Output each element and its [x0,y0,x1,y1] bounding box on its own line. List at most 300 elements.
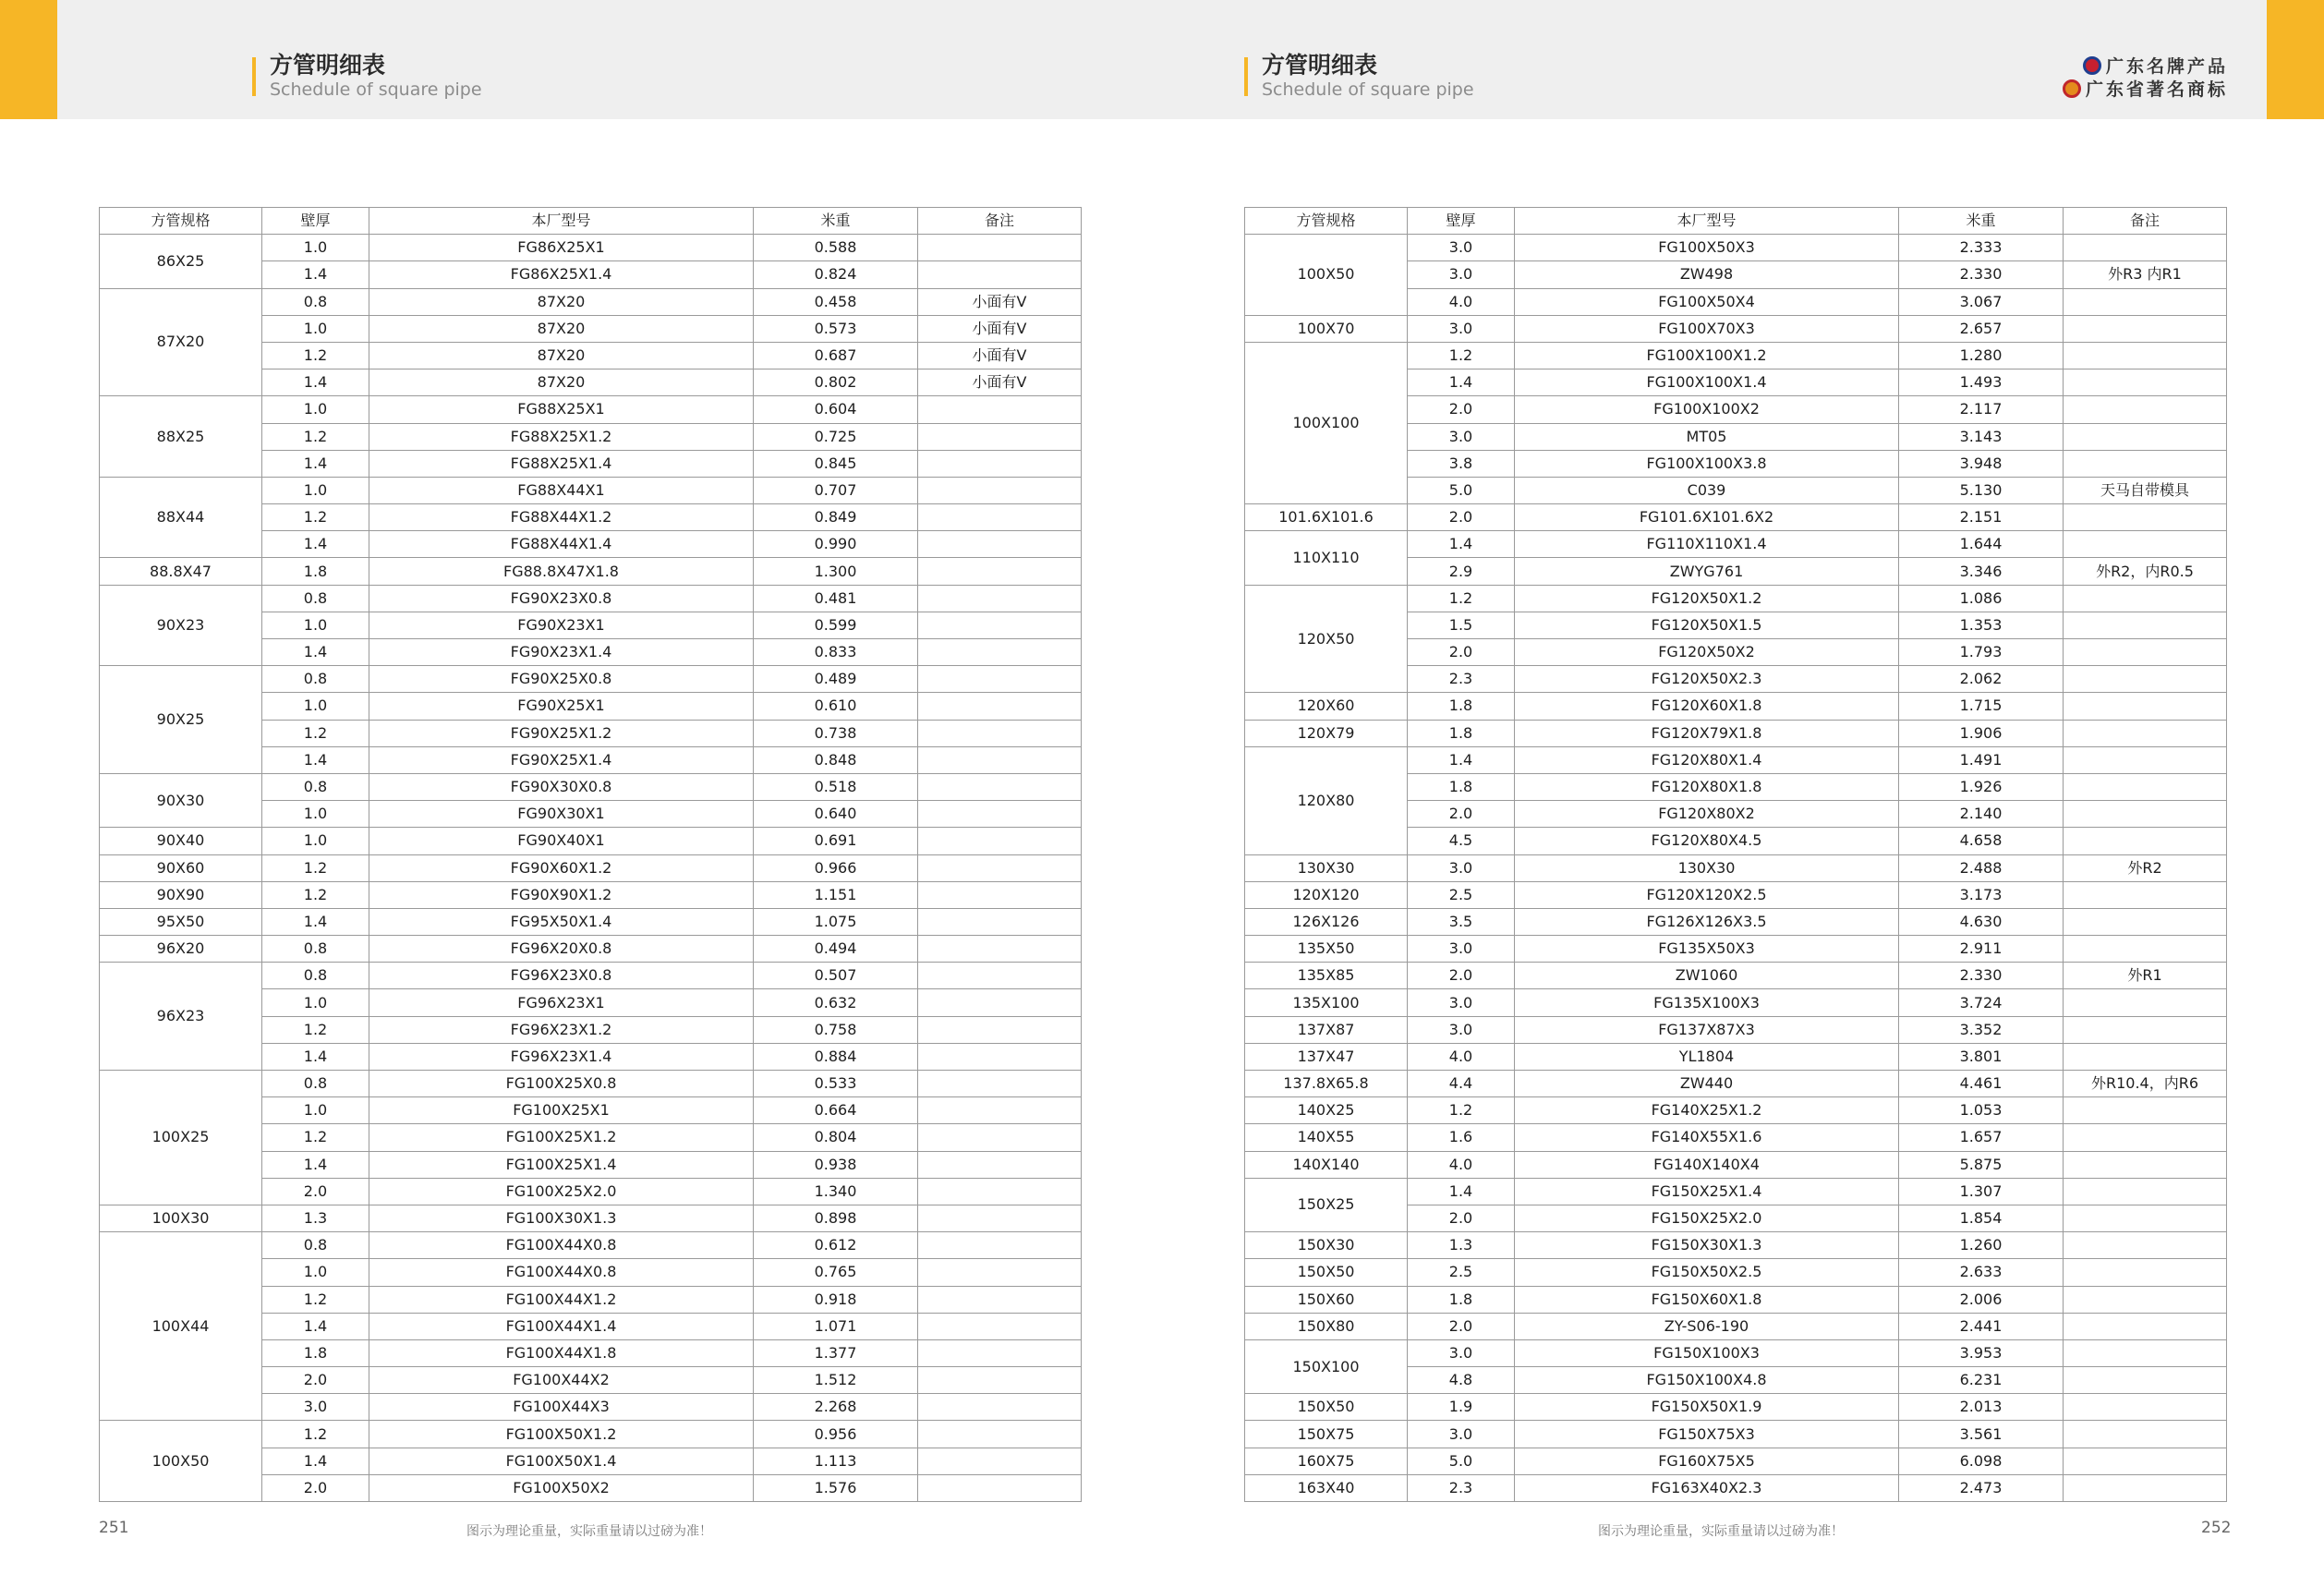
table-row [1245,881,2227,908]
thickness-cell: 3.0 [1408,423,1515,450]
spec-cell: 90X23 [100,585,262,666]
remark-cell [918,1071,1082,1097]
remark-cell [918,773,1082,800]
weight-cell: 0.573 [754,315,918,342]
thickness-cell: 1.4 [262,639,369,666]
thickness-cell: 1.0 [262,801,369,828]
spec-cell: 90X30 [100,773,262,827]
thickness-cell: 2.0 [262,1178,369,1205]
remark-cell: 外R1 [2064,963,2227,989]
remark-cell [918,1124,1082,1151]
model-cell: 87X20 [369,288,754,315]
spec-cell: 163X40 [1245,1474,1408,1501]
weight-cell: 0.833 [754,639,918,666]
thickness-cell: 4.8 [1408,1367,1515,1394]
weight-cell: 0.707 [754,477,918,503]
model-cell: YL1804 [1515,1043,1899,1070]
spec-cell: 88.8X47 [100,558,262,585]
model-cell: FG90X60X1.2 [369,854,754,881]
weight-cell: 4.630 [1899,908,2064,935]
model-cell: FG150X50X2.5 [1515,1259,1899,1286]
remark-cell [2064,288,2227,315]
remark-cell [918,261,1082,288]
remark-cell [918,235,1082,261]
right-accent-tab [2267,0,2324,119]
weight-cell: 3.173 [1899,881,2064,908]
model-cell: FG90X23X0.8 [369,585,754,612]
remark-cell [2064,881,2227,908]
remark-cell [918,1339,1082,1366]
remark-cell [918,1367,1082,1394]
weight-cell: 1.307 [1899,1178,2064,1205]
thickness-cell: 2.5 [1408,1259,1515,1286]
model-cell: FG163X40X2.3 [1515,1474,1899,1501]
table-row [1245,1286,2227,1313]
weight-cell: 2.013 [1899,1394,2064,1421]
weight-cell: 2.151 [1899,504,2064,531]
remark-cell [2064,612,2227,638]
remark-cell [918,801,1082,828]
model-cell: FG100X44X2 [369,1367,754,1394]
thickness-cell: 1.0 [262,315,369,342]
table-row [100,666,1082,693]
thickness-cell: 2.3 [1408,666,1515,693]
model-cell: FG100X25X1.2 [369,1124,754,1151]
thickness-cell: 1.2 [262,881,369,908]
weight-cell: 6.231 [1899,1367,2064,1394]
right-spec-table [1244,207,2227,1502]
spec-cell: 100X50 [100,1421,262,1502]
weight-cell: 2.633 [1899,1259,2064,1286]
remark-cell [918,1232,1082,1259]
remark-cell [2064,1448,2227,1474]
weight-cell: 5.875 [1899,1151,2064,1178]
spec-cell: 110X110 [1245,531,1408,585]
table-row [100,936,1082,963]
weight-cell: 0.849 [754,504,918,531]
remark-cell [2064,1016,2227,1043]
remark-cell [918,746,1082,773]
remark-cell [2064,720,2227,746]
model-cell: FG100X25X1 [369,1097,754,1124]
model-cell: FG90X25X1 [369,693,754,720]
right-page-title: 方管明细表 [1262,52,1378,79]
spec-cell: 150X50 [1245,1394,1408,1421]
remark-cell [918,1259,1082,1286]
model-cell: FG150X25X2.0 [1515,1205,1899,1231]
model-cell: FG100X100X2 [1515,396,1899,423]
model-cell: FG88X25X1 [369,396,754,423]
model-cell: FG120X50X2.3 [1515,666,1899,693]
thickness-cell: 5.0 [1408,477,1515,503]
remark-cell [918,1313,1082,1339]
thickness-cell: 0.8 [262,1071,369,1097]
table-row [1245,504,2227,531]
thickness-cell: 3.0 [1408,989,1515,1016]
table-row [100,963,1082,989]
model-cell: FG100X44X3 [369,1394,754,1421]
header-model: 本厂型号 [369,208,754,235]
model-cell: MT05 [1515,423,1899,450]
table-row [1245,1151,2227,1178]
weight-cell: 1.644 [1899,531,2064,558]
weight-cell: 1.926 [1899,773,2064,800]
weight-cell: 1.340 [754,1178,918,1205]
thickness-cell: 1.6 [1408,1124,1515,1151]
remark-cell [2064,1043,2227,1070]
spec-cell: 120X120 [1245,881,1408,908]
thickness-cell: 1.2 [1408,585,1515,612]
weight-cell: 1.576 [754,1474,918,1501]
model-cell: FG120X60X1.8 [1515,693,1899,720]
spec-cell: 126X126 [1245,908,1408,935]
model-cell: ZW1060 [1515,963,1899,989]
thickness-cell: 1.2 [262,720,369,746]
thickness-cell: 3.0 [1408,1016,1515,1043]
table-row [1245,1448,2227,1474]
thickness-cell: 1.4 [262,369,369,396]
table-row [1245,1232,2227,1259]
spec-cell: 86X25 [100,235,262,288]
remark-cell [2064,450,2227,477]
weight-cell: 2.140 [1899,801,2064,828]
weight-cell: 1.086 [1899,585,2064,612]
thickness-cell: 1.8 [1408,720,1515,746]
model-cell: FG96X20X0.8 [369,936,754,963]
spec-cell: 150X80 [1245,1313,1408,1339]
remark-cell [918,1474,1082,1501]
model-cell: FG100X25X0.8 [369,1071,754,1097]
weight-cell: 1.906 [1899,720,2064,746]
thickness-cell: 4.4 [1408,1071,1515,1097]
remark-cell [918,1151,1082,1178]
weight-cell: 0.599 [754,612,918,638]
table-row [100,558,1082,585]
thickness-cell: 1.4 [262,450,369,477]
weight-cell: 0.765 [754,1259,918,1286]
model-cell: FG150X50X1.9 [1515,1394,1899,1421]
right-footnote: 图示为理论重量，实际重量请以过磅为准！ [1598,1524,1844,1539]
spec-cell: 88X44 [100,477,262,558]
thickness-cell: 1.0 [262,693,369,720]
model-cell: 87X20 [369,315,754,342]
model-cell: FG101.6X101.6X2 [1515,504,1899,531]
model-cell: FG100X25X2.0 [369,1178,754,1205]
model-cell: FG90X90X1.2 [369,881,754,908]
spec-cell: 96X23 [100,963,262,1071]
spec-cell: 90X40 [100,828,262,854]
spec-cell: 135X50 [1245,936,1408,963]
remark-cell [918,1097,1082,1124]
table-row [1245,315,2227,342]
weight-cell: 0.664 [754,1097,918,1124]
header-spec: 方管规格 [100,208,262,235]
thickness-cell: 3.0 [1408,936,1515,963]
model-cell: FG100X100X1.4 [1515,369,1899,396]
thickness-cell: 1.4 [1408,1178,1515,1205]
thickness-cell: 2.0 [1408,801,1515,828]
thickness-cell: 1.3 [1408,1232,1515,1259]
table-row [1245,585,2227,612]
weight-cell: 0.884 [754,1043,918,1070]
weight-cell: 1.260 [1899,1232,2064,1259]
remark-cell [2064,1339,2227,1366]
weight-cell: 4.461 [1899,1071,2064,1097]
table-row [1245,531,2227,558]
weight-cell: 1.491 [1899,746,2064,773]
spec-cell: 120X50 [1245,585,1408,693]
weight-cell: 0.507 [754,963,918,989]
weight-cell: 2.062 [1899,666,2064,693]
thickness-cell: 1.4 [262,908,369,935]
thickness-cell: 0.8 [262,288,369,315]
thickness-cell: 1.4 [1408,369,1515,396]
remark-cell [2064,936,2227,963]
remark-cell [2064,1421,2227,1448]
model-cell: FG88X25X1.4 [369,450,754,477]
thickness-cell: 1.4 [262,746,369,773]
table-row [100,1071,1082,1097]
table-row [1245,1124,2227,1151]
header-model: 本厂型号 [1515,208,1899,235]
thickness-cell: 2.0 [1408,1205,1515,1231]
right-title-accent-bar [1244,57,1248,96]
thickness-cell: 1.3 [262,1205,369,1231]
header-thickness: 壁厚 [1408,208,1515,235]
table-row [100,235,1082,261]
remark-cell [2064,235,2227,261]
weight-cell: 0.640 [754,801,918,828]
thickness-cell: 3.0 [262,1394,369,1421]
thickness-cell: 1.0 [262,989,369,1016]
weight-cell: 2.330 [1899,261,2064,288]
remark-cell [918,1043,1082,1070]
spec-cell: 137.8X65.8 [1245,1071,1408,1097]
model-cell: FG88X25X1.2 [369,423,754,450]
weight-cell: 3.143 [1899,423,2064,450]
thickness-cell: 0.8 [262,773,369,800]
weight-cell: 0.918 [754,1286,918,1313]
thickness-cell: 1.9 [1408,1394,1515,1421]
weight-cell: 0.990 [754,531,918,558]
left-page-title: 方管明细表 [270,52,386,79]
weight-cell: 0.966 [754,854,918,881]
model-cell: FG135X100X3 [1515,989,1899,1016]
weight-cell: 1.793 [1899,639,2064,666]
remark-cell [918,854,1082,881]
thickness-cell: 1.4 [1408,531,1515,558]
thickness-cell: 1.8 [1408,693,1515,720]
model-cell: FG100X70X3 [1515,315,1899,342]
spec-cell: 90X90 [100,881,262,908]
weight-cell: 1.300 [754,558,918,585]
spec-cell: 100X25 [100,1071,262,1205]
model-cell: FG100X50X3 [1515,235,1899,261]
weight-cell: 0.458 [754,288,918,315]
weight-cell: 1.075 [754,908,918,935]
remark-cell [918,908,1082,935]
weight-cell: 1.071 [754,1313,918,1339]
remark-cell [2064,828,2227,854]
table-row [1245,1043,2227,1070]
table-row [1245,1313,2227,1339]
spec-cell: 135X85 [1245,963,1408,989]
remark-cell [2064,908,2227,935]
spec-cell: 95X50 [100,908,262,935]
model-cell: FG120X80X4.5 [1515,828,1899,854]
thickness-cell: 0.8 [262,963,369,989]
spec-cell: 87X20 [100,288,262,396]
spec-cell: 100X50 [1245,235,1408,316]
remark-cell [2064,1313,2227,1339]
weight-cell: 1.657 [1899,1124,2064,1151]
remark-cell: 外R2 [2064,854,2227,881]
model-cell: FG120X50X2 [1515,639,1899,666]
thickness-cell: 1.4 [262,261,369,288]
model-cell: FG90X30X1 [369,801,754,828]
model-cell: FG90X30X0.8 [369,773,754,800]
weight-cell: 3.352 [1899,1016,2064,1043]
thickness-cell: 2.3 [1408,1474,1515,1501]
weight-cell: 2.488 [1899,854,2064,881]
weight-cell: 0.518 [754,773,918,800]
thickness-cell: 4.0 [1408,1151,1515,1178]
table-row [100,1232,1082,1259]
thickness-cell: 1.0 [262,1259,369,1286]
spec-cell: 160X75 [1245,1448,1408,1474]
weight-cell: 3.067 [1899,288,2064,315]
weight-cell: 0.494 [754,936,918,963]
remark-cell [918,585,1082,612]
spec-cell: 150X30 [1245,1232,1408,1259]
remark-cell [918,1016,1082,1043]
remark-cell [2064,639,2227,666]
thickness-cell: 2.5 [1408,881,1515,908]
weight-cell: 6.098 [1899,1448,2064,1474]
remark-cell [918,720,1082,746]
thickness-cell: 0.8 [262,936,369,963]
weight-cell: 2.333 [1899,235,2064,261]
model-cell: FG96X23X0.8 [369,963,754,989]
right-page-number: 252 [2201,1519,2232,1537]
spec-cell: 150X100 [1245,1339,1408,1393]
model-cell: 130X30 [1515,854,1899,881]
table-row [100,828,1082,854]
weight-cell: 1.113 [754,1448,918,1474]
brand-row-product [2063,54,2228,77]
weight-cell: 2.911 [1899,936,2064,963]
table-row [1245,746,2227,773]
weight-cell: 0.758 [754,1016,918,1043]
spec-cell: 150X50 [1245,1259,1408,1286]
spec-cell: 120X79 [1245,720,1408,746]
table-row [100,773,1082,800]
spec-cell: 150X60 [1245,1286,1408,1313]
remark-cell [918,1205,1082,1231]
table-row [1245,235,2227,261]
remark-cell [2064,1259,2227,1286]
weight-cell: 2.117 [1899,396,2064,423]
spec-cell: 140X140 [1245,1151,1408,1178]
weight-cell: 3.801 [1899,1043,2064,1070]
thickness-cell: 1.2 [262,1016,369,1043]
header-weight: 米重 [1899,208,2064,235]
thickness-cell: 4.0 [1408,288,1515,315]
weight-cell: 2.268 [754,1394,918,1421]
table-row [1245,1016,2227,1043]
remark-cell [2064,773,2227,800]
remark-cell: 小面有V [918,369,1082,396]
table-row [1245,1339,2227,1366]
model-cell: FG100X50X4 [1515,288,1899,315]
weight-cell: 1.377 [754,1339,918,1366]
remark-cell [918,1286,1082,1313]
model-cell: FG100X30X1.3 [369,1205,754,1231]
remark-cell: 天马自带模具 [2064,477,2227,503]
thickness-cell: 0.8 [262,1232,369,1259]
page-header [0,0,2324,119]
table-row [100,288,1082,315]
left-title-accent-bar [252,57,256,96]
remark-cell [918,881,1082,908]
thickness-cell: 4.5 [1408,828,1515,854]
model-cell: ZW440 [1515,1071,1899,1097]
weight-cell: 0.610 [754,693,918,720]
table-row [1245,1259,2227,1286]
remark-cell [918,963,1082,989]
remark-cell [918,450,1082,477]
weight-cell: 3.346 [1899,558,2064,585]
model-cell: FG137X87X3 [1515,1016,1899,1043]
remark-cell [918,423,1082,450]
table-row [1245,854,2227,881]
remark-cell [2064,1394,2227,1421]
spec-cell: 140X55 [1245,1124,1408,1151]
thickness-cell: 2.0 [1408,504,1515,531]
remark-cell [2064,504,2227,531]
weight-cell: 1.512 [754,1367,918,1394]
header-thickness: 壁厚 [262,208,369,235]
model-cell: FG100X100X1.2 [1515,342,1899,369]
spec-cell: 120X60 [1245,693,1408,720]
thickness-cell: 1.2 [262,1124,369,1151]
thickness-cell: 2.9 [1408,558,1515,585]
remark-cell [2064,1205,2227,1231]
model-cell: FG88X44X1 [369,477,754,503]
spec-cell: 137X87 [1245,1016,1408,1043]
remark-cell: 小面有V [918,342,1082,369]
thickness-cell: 1.2 [262,504,369,531]
model-cell: FG100X44X0.8 [369,1232,754,1259]
weight-cell: 0.533 [754,1071,918,1097]
remark-cell [918,477,1082,503]
remark-cell [2064,1151,2227,1178]
table-row [100,396,1082,423]
spec-cell: 90X60 [100,854,262,881]
model-cell: FG120X80X1.4 [1515,746,1899,773]
thickness-cell: 1.2 [262,342,369,369]
thickness-cell: 1.2 [262,1421,369,1448]
model-cell: FG100X44X0.8 [369,1259,754,1286]
table-row [1245,342,2227,369]
model-cell: FG100X44X1.8 [369,1339,754,1366]
spec-cell: 130X30 [1245,854,1408,881]
model-cell: FG120X79X1.8 [1515,720,1899,746]
weight-cell: 1.280 [1899,342,2064,369]
weight-cell: 1.854 [1899,1205,2064,1231]
model-cell: FG150X100X4.8 [1515,1367,1899,1394]
remark-cell [918,989,1082,1016]
